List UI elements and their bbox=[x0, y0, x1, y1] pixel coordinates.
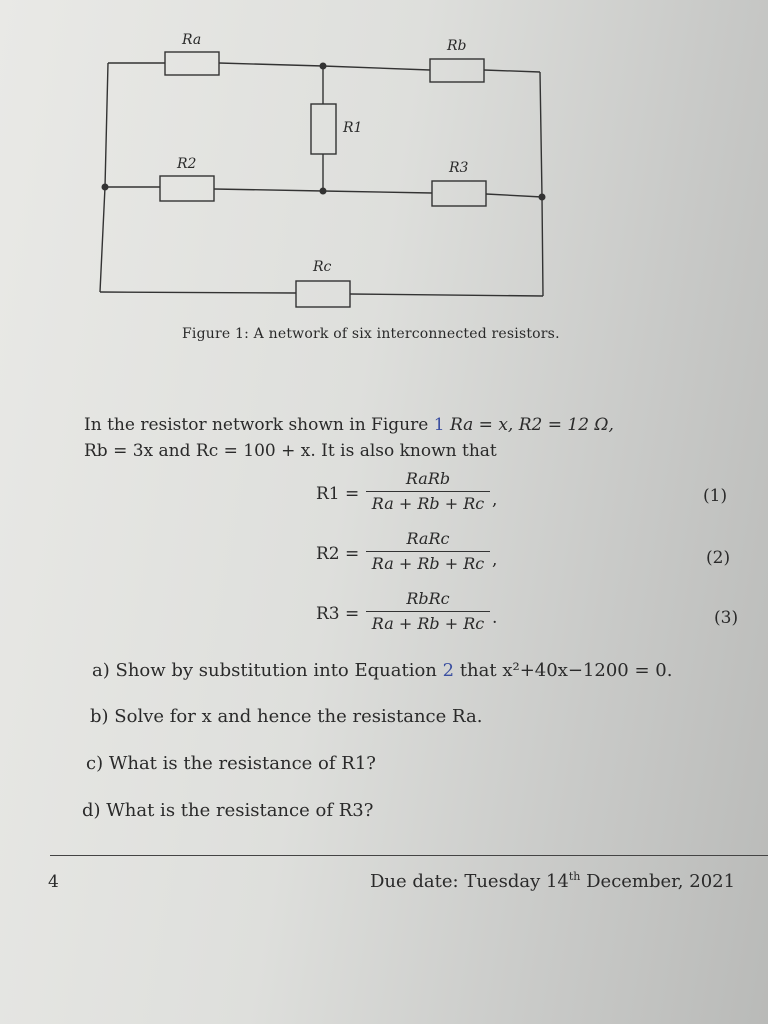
equation-fraction bbox=[366, 588, 490, 635]
resistor-ra bbox=[165, 52, 219, 75]
question-d: d) What is the resistance of R3? bbox=[82, 800, 374, 821]
denominator: Ra + Rb + Rc bbox=[371, 494, 485, 513]
node-top-center bbox=[320, 63, 327, 70]
label-r3: R3 bbox=[449, 160, 469, 176]
resistor-rc bbox=[296, 281, 350, 307]
question-c: c) What is the resistance of R1? bbox=[86, 753, 376, 774]
equation-number: (2) bbox=[706, 548, 731, 568]
equation-3 bbox=[0, 588, 768, 644]
equation-reference-link[interactable]: 2 bbox=[442, 660, 455, 681]
wire-mid-right bbox=[486, 194, 542, 197]
equation-fraction bbox=[366, 468, 490, 515]
numerator: RbRc bbox=[406, 589, 450, 608]
figure-caption: Figure 1: A network of six interconnected resistors. bbox=[182, 326, 560, 342]
figure-reference-link[interactable]: 1 bbox=[433, 415, 445, 435]
node-left bbox=[102, 184, 109, 191]
wire-left bbox=[100, 63, 108, 292]
numerator: RaRb bbox=[405, 469, 451, 488]
label-ra: Ra bbox=[182, 32, 202, 48]
wire-right bbox=[540, 72, 543, 296]
node-mid-center bbox=[320, 188, 327, 195]
resistor-r1 bbox=[311, 104, 336, 154]
intro-line-2: Rb = 3x and Rc = 100 + x. It is also known that bbox=[84, 441, 497, 461]
wire-bottom-left bbox=[100, 292, 296, 293]
node-right bbox=[539, 194, 546, 201]
resistor-r3 bbox=[432, 181, 486, 206]
wire-bottom-right bbox=[350, 294, 543, 296]
equation-lhs: R2 = bbox=[316, 544, 360, 564]
equation-punctuation: . bbox=[492, 608, 498, 628]
due-date: Due date: Tuesday 14th December, 2021 bbox=[370, 870, 736, 892]
label-r2: R2 bbox=[177, 156, 197, 172]
denominator: Ra + Rb + Rc bbox=[371, 614, 485, 633]
label-r1: R1 bbox=[343, 120, 363, 136]
numerator: RaRc bbox=[406, 529, 450, 548]
footer-rule bbox=[50, 855, 768, 856]
equation-lhs: R1 = bbox=[316, 484, 360, 504]
label-rc: Rc bbox=[313, 259, 332, 275]
denominator: Ra + Rb + Rc bbox=[371, 554, 485, 573]
equation-punctuation: , bbox=[492, 550, 498, 570]
resistor-r2 bbox=[160, 176, 214, 201]
question-b: b) Solve for x and hence the resistance Ra. bbox=[90, 706, 483, 727]
equation-1 bbox=[0, 468, 768, 524]
equation-number: (1) bbox=[703, 486, 728, 506]
wire-top-right bbox=[484, 70, 540, 72]
equation-punctuation: , bbox=[492, 490, 498, 510]
question-a: a) Show by substitution into Equation 2 that x²+40x−1200 = 0. bbox=[92, 660, 673, 681]
resistor-rb bbox=[430, 59, 484, 82]
equation-2 bbox=[0, 528, 768, 584]
equation-lhs: R3 = bbox=[316, 604, 360, 624]
equation-number: (3) bbox=[714, 608, 739, 628]
circuit-diagram bbox=[0, 0, 768, 330]
page-number: 4 bbox=[48, 872, 59, 892]
intro-line-1: In the resistor network shown in Figure 1 Ra = x, R2 = 12 Ω, bbox=[84, 415, 614, 435]
label-rb: Rb bbox=[447, 38, 467, 54]
intro-paragraph bbox=[84, 412, 734, 464]
equation-fraction bbox=[366, 528, 490, 575]
